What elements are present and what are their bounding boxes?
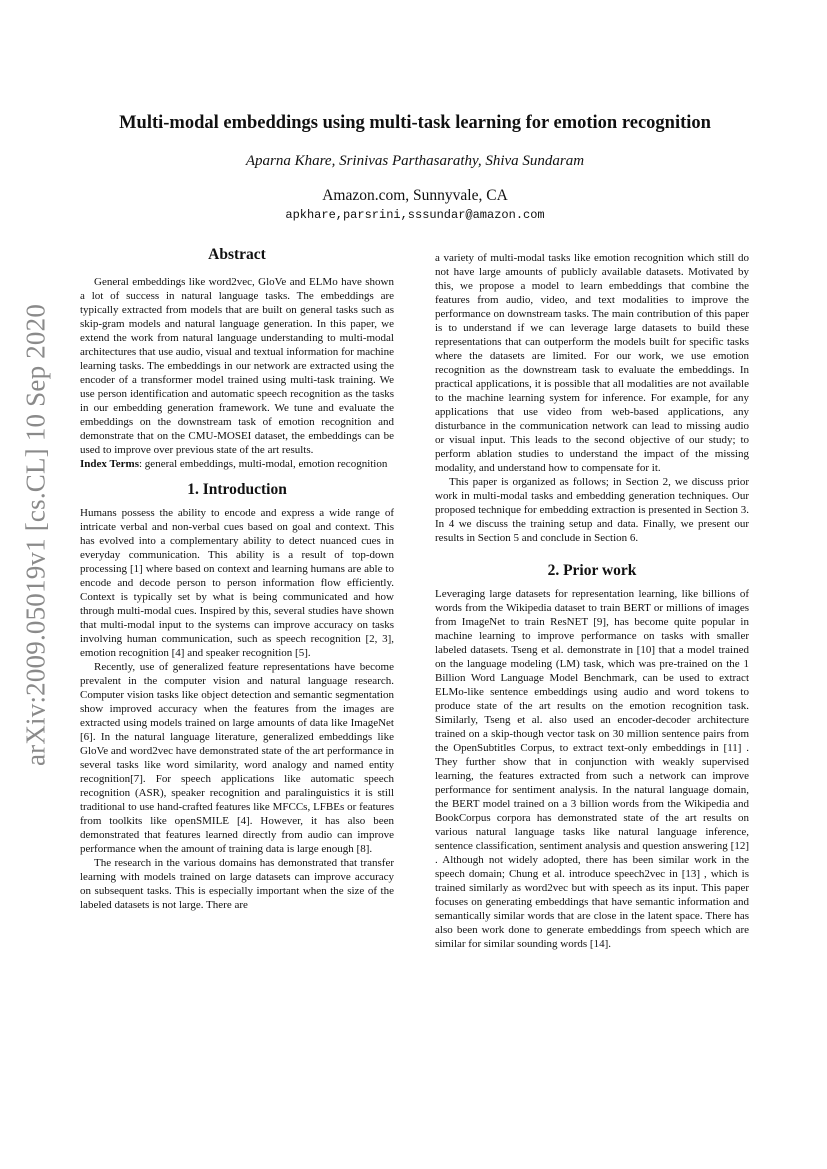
- prior-work-heading: 2. Prior work: [547, 562, 637, 579]
- intro-paragraph-2: Recently, use of generalized feature representations have become prevalent in the computer vision and natural language research. Computer vision tasks like object detection and semantic segmentation show improved accuracy when the features from the images are extracted using models trained on large amounts of data like ImageNet [6]. In the natural language literature, generalized embeddings like GloVe and word2vec have demonstrated state of the art performance in several tasks like word similarity, word analogy and named entity recognition[7]. For speech applications like automatic speech recognition (ASR), speaker recognition and paralinguistics it is still traditional to use hand-crafted features like MFCCs, LFBEs or features from toolkits like openSMILE [4]. However, it has also been demonstrated that features learned directly from audio can improve performance when the amount of training data is large enough [8].: [80, 661, 394, 855]
- introduction-heading: 1. Introduction: [187, 481, 287, 498]
- abstract-text: General embeddings like word2vec, GloVe and ELMo have shown a lot of success in natural language tasks. The embeddings are typically extracted from models that are built on general tasks such as skip-gram models and natural language generation. In this paper, we extend the work from natural language understanding to multi-modal architectures that use audio, visual and textual information for machine learning tasks. The embeddings in our network are extracted using the encoder of a transformer model trained using multi-task training. We use person identification and automatic speech recognition as the tasks in our embedding generation framework. We tune and evaluate the embeddings on the downstream task of emotion recognition and demonstrate that on the CMU-MOSEI dataset, the embeddings can be used to improve over previous state of the art results.: [80, 276, 394, 456]
- arxiv-identifier: arXiv:2009.05019v1 [cs.CL] 10 Sep 2020: [20, 303, 51, 767]
- intro-paragraph-3-continued: a variety of multi-modal tasks like emotion recognition which still do not have large amounts of publicly available datasets. Motivated by this, we propose a model to learn embeddings that combine the features from audio, video, and text modalities to improve the performance on downstream tasks. The main contribution of this paper is to understand if we can leverage large datasets to build these representations that can outperform the models built for specific tasks where the datasets are limited. For our work, we use emotion recognition as the downstream task to evaluate the embeddings. In practical applications, it is possible that all modalities are not available to the machine learning system for inference. For example, for any applications that use video from web-based applications, any disturbance in the communication network can lead to missing audio or visual input. This leads to the second objective of our study; to perform ablation studies to understand the impact of the missing modality, and understand how to compensate for it.: [435, 252, 749, 474]
- index-terms: [80, 457, 394, 471]
- intro-paragraph-3: The research in the various domains has demonstrated that transfer learning with models trained on large datasets can improve accuracy on subsequent tasks. This is especially important when the size of the labeled datasets is not large. There are: [80, 857, 394, 911]
- intro-paragraph-1: Humans possess the ability to encode and express a wide range of intricate verbal and non-verbal cues based on goal and context. This has evolved into a complementary ability to detect nuanced cues in everyday communication. This ability is a result of top-down processing [1] where based on context and learning humans are able to encode and decode person to person information flow efficiently. Context is typically set by what is being communicated and how through multi-modal cues. Inspired by this, several studies have shown that multi-modal input to the systems can improve accuracy on tasks involving human communication, such as speech recognition [2, 3], emotion recognition [4] and speaker recognition [5].: [80, 507, 394, 659]
- index-terms-text: : general embeddings, multi-modal, emotion recognition: [139, 458, 388, 470]
- paper-title: Multi-modal embeddings using multi-task learning for emotion recognition: [119, 113, 711, 133]
- right-column: [435, 251, 749, 951]
- index-terms-label: Index Terms: [80, 458, 139, 470]
- author-affiliation: Amazon.com, Sunnyvale, CA: [322, 187, 508, 204]
- abstract-heading: Abstract: [208, 246, 266, 263]
- paper-authors: Aparna Khare, Srinivas Parthasarathy, Shiva Sundaram: [245, 153, 585, 169]
- intro-paragraph-4: This paper is organized as follows; in Section 2, we discuss prior work in multi-modal tasks and embedding generation techniques. Our proposed technique for embedding extraction is presented in Section 3. In 4 we discuss the training setup and data. Finally, we present our results in Section 5 and conclude in Section 6.: [435, 476, 749, 544]
- left-column: [80, 248, 394, 912]
- prior-work-paragraph-1: Leveraging large datasets for representation learning, like billions of words from the Wikipedia dataset to train BERT or millions of images from ImageNet to train ResNET [9], has become quite popular in machine learning to improve performance on tasks with smaller labeled datasets. Tseng et al. demonstrate in [10] that a model trained on the language modeling (LM) task, which was pre-trained on the 1 Billion Word Language Model Benchmark, can be used to extract ELMo-like sentence embeddings using audio and word tokens to produce state of the art results on the emotion recognition task. Similarly, Tseng et al. also used an encoder-decoder architecture trained on a skip-though vector task on 30 million sentence pairs from the OpenSubtitles Corpus, to extract text-only embeddings in [11] . They further show that in conjunction with weakly supervised learning, the features extracted from such a network can improve performance for sentiment analysis. In the natural language domain, the BERT model trained on a 3 billion words from the Wikipedia and BookCorpus corpora has demonstrated state of the art results on various natural language tasks like natural language inference, sentence classification, sentiment analysis and question answering [12] . Although not widely adopted, there has been similar work in the speech domain; Chung et al. introduce speech2vec in [13] , which is trained similarly as word2vec but with speech as its input. This paper focuses on generating embeddings that have semantic information and semantically similar words that are close in the latent space. There has also been work done to generate embeddings from speech which are similar for similar sounding words [14].: [435, 588, 749, 950]
- author-email: apkhare,parsrini,sssundar@amazon.com: [285, 208, 545, 222]
